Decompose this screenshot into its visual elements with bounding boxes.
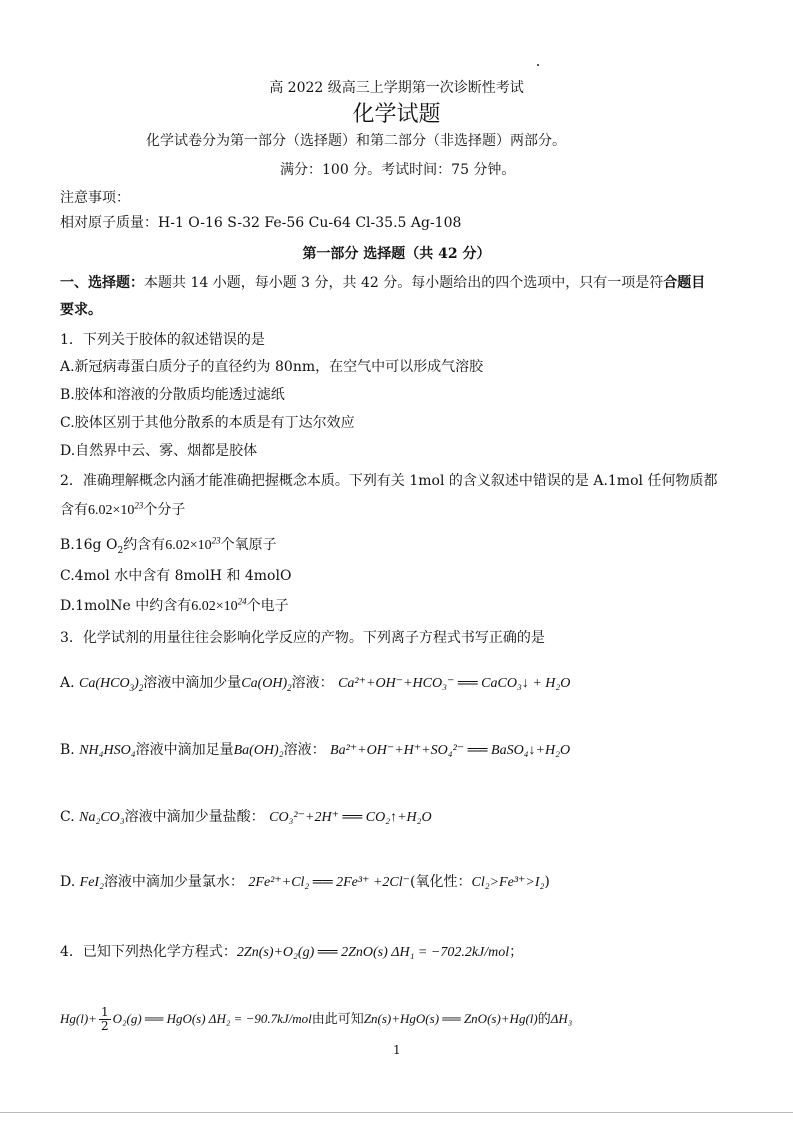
q4-equation-3: Zn(s)+HgO(s) ══ ZnO(s)+Hg(l) xyxy=(363,1011,538,1026)
q3-option-b xyxy=(60,740,570,761)
q2-d-post: 个电子 xyxy=(246,598,289,614)
q3-d-note-post: ) xyxy=(544,874,550,890)
q2-option-b xyxy=(60,535,277,556)
q3-d-reagent1: FeI₂ xyxy=(79,875,104,890)
q3-b-text2: 溶液： xyxy=(283,742,326,758)
q2-b-pre: B.16g O xyxy=(60,537,118,553)
q3-option-d xyxy=(60,872,550,893)
q4-line2 xyxy=(60,1006,572,1033)
q1-option-a: A.新冠病毒蛋白质分子的直径约为 80nm，在空气中可以形成气溶胶 xyxy=(60,359,484,375)
q3-b-reagent1: NH₄HSO₄ xyxy=(79,743,136,758)
q2-text-post: 个分子 xyxy=(143,502,186,518)
q3-b-label: B. xyxy=(60,742,75,758)
q1-option-c: C.胶体区别于其他分散系的本质是有丁达尔效应 xyxy=(60,415,355,431)
q4-eq1-post: ； xyxy=(509,944,524,960)
q2-b-post: 个氧原子 xyxy=(220,537,277,553)
instruction-tail: 合题目 xyxy=(663,275,706,291)
q4-stem-text: 4．已知下列热化学方程式： xyxy=(60,944,237,960)
q3-c-reagent1: Na₂CO₃ xyxy=(79,810,125,825)
q3-a-reagent1: $Ca(HCO_3)_2$ xyxy=(79,676,144,693)
q3-d-note-pre: (氧化性： xyxy=(410,874,472,890)
q3-a-text1: 溶液中滴加少量 xyxy=(143,675,242,691)
q3-c-equation: CO₃²⁻+2H⁺ ══ CO₂↑+H₂O xyxy=(269,810,432,825)
avogadro-number-b: $6.02\times 10^{23}$ xyxy=(165,535,221,553)
q4-equation-2: O₂(g) ══ HgO(s) ΔH₂ = −90.7kJ/mol xyxy=(112,1011,312,1026)
q3-c-text1: 溶液中滴加少量盐酸： xyxy=(124,809,265,825)
q4-tail: 的 xyxy=(537,1012,551,1027)
q2-stem: 2．准确理解概念内涵才能准确把握概念本质。下列有关 1mol 的含义叙述中错误的是 A.1mol 任何物质都 xyxy=(60,473,718,489)
q2-option-c: C.4mol 水中含有 8molH 和 4molO xyxy=(60,568,292,584)
instruction-bold: 一、选择题： xyxy=(60,275,144,291)
one-half-fraction: $\frac{1}{2}$ xyxy=(100,1005,109,1033)
q3-d-label: D. xyxy=(60,874,76,890)
instruction-line2: 要求。 xyxy=(60,302,102,318)
q2-d-pre: D.1molNe 中约含有 xyxy=(60,598,192,614)
q4-dh3: ΔH₃ xyxy=(550,1011,573,1026)
q2-b-sub: 2 xyxy=(117,545,124,556)
q2-text: 含有 xyxy=(60,502,88,518)
q3-a-reagent2: $Ca(OH)_2$ xyxy=(241,676,292,693)
q1-option-d: D.自然界中云、雾、烟都是胶体 xyxy=(60,443,258,459)
avogadro-number-d: $6.02\times 10^{24}$ xyxy=(191,596,247,614)
page-divider xyxy=(0,1112,793,1113)
q3-b-equation: Ba²⁺+OH⁻+H⁺+SO₄²⁻ ══ BaSO₄↓+H₂O xyxy=(330,743,571,758)
q3-c-label: C. xyxy=(60,809,75,825)
part1-heading: 第一部分 选择题（共 42 分） xyxy=(302,246,491,262)
q2-stem-line2 xyxy=(60,500,185,521)
q3-a-label: A. xyxy=(60,675,75,691)
q3-b-text1: 溶液中滴加足量 xyxy=(135,742,234,758)
exam-intro: 化学试卷分为第一部分（选择题）和第二部分（非选择题）两部分。 xyxy=(146,133,566,149)
q3-d-equation: 2Fe²⁺+Cl₂ ══ 2Fe³⁺ +2Cl⁻ xyxy=(248,875,411,890)
q3-b-reagent2: Ba(OH)₂ xyxy=(233,743,284,758)
exam-header: 高 2022 级高三上学期第一次诊断性考试 xyxy=(269,80,524,96)
q2-option-d xyxy=(60,596,289,617)
q1-stem: 1．下列关于胶体的叙述错误的是 xyxy=(60,332,265,348)
atomic-mass-line: 相对原子质量：H-1 O-16 S-32 Fe-56 Cu-64 Cl-35.5 Ag-108 xyxy=(60,215,462,231)
q4-eq2-pre: Hg(l)+ xyxy=(60,1011,97,1026)
q4-equation-1: 2Zn(s)+O₂(g) ══ 2ZnO(s) ΔH₁ = −702.2kJ/mol xyxy=(236,945,510,960)
q3-option-a xyxy=(60,673,570,694)
part1-instruction xyxy=(60,273,705,293)
score-time: 满分：100 分。考试时间：75 分钟。 xyxy=(280,162,516,178)
page-number: 1 xyxy=(393,1043,401,1057)
q4-mid-text: 由此可知 xyxy=(311,1012,364,1027)
notes-label: 注意事项： xyxy=(60,190,130,206)
q4-stem xyxy=(60,942,523,963)
page-title: 化学试题 xyxy=(352,102,441,127)
q3-a-equation: Ca²⁺+OH⁻+HCO₃⁻ ══ CaCO₃↓ + H₂O xyxy=(338,676,571,691)
instruction-text: 本题共 14 小题，每小题 3 分，共 42 分。每小题给出的四个选项中，只有一项是符 xyxy=(144,275,664,291)
q3-a-text2: 溶液： xyxy=(291,675,334,691)
avogadro-number: $6.02\times 10^{23}$ xyxy=(88,500,144,518)
q3-d-note: Cl₂>Fe³⁺>I₂ xyxy=(471,875,545,890)
q1-option-b: B.胶体和溶液的分散质均能透过滤纸 xyxy=(60,387,285,403)
q3-d-text1: 溶液中滴加少量氯水： xyxy=(103,874,244,890)
q2-b-mid: 约含有 xyxy=(123,537,166,553)
scan-dot xyxy=(537,64,539,66)
q3-option-c xyxy=(60,807,432,828)
q3-stem: 3．化学试剂的用量往往会影响化学反应的产物。下列离子方程式书写正确的是 xyxy=(60,630,545,646)
